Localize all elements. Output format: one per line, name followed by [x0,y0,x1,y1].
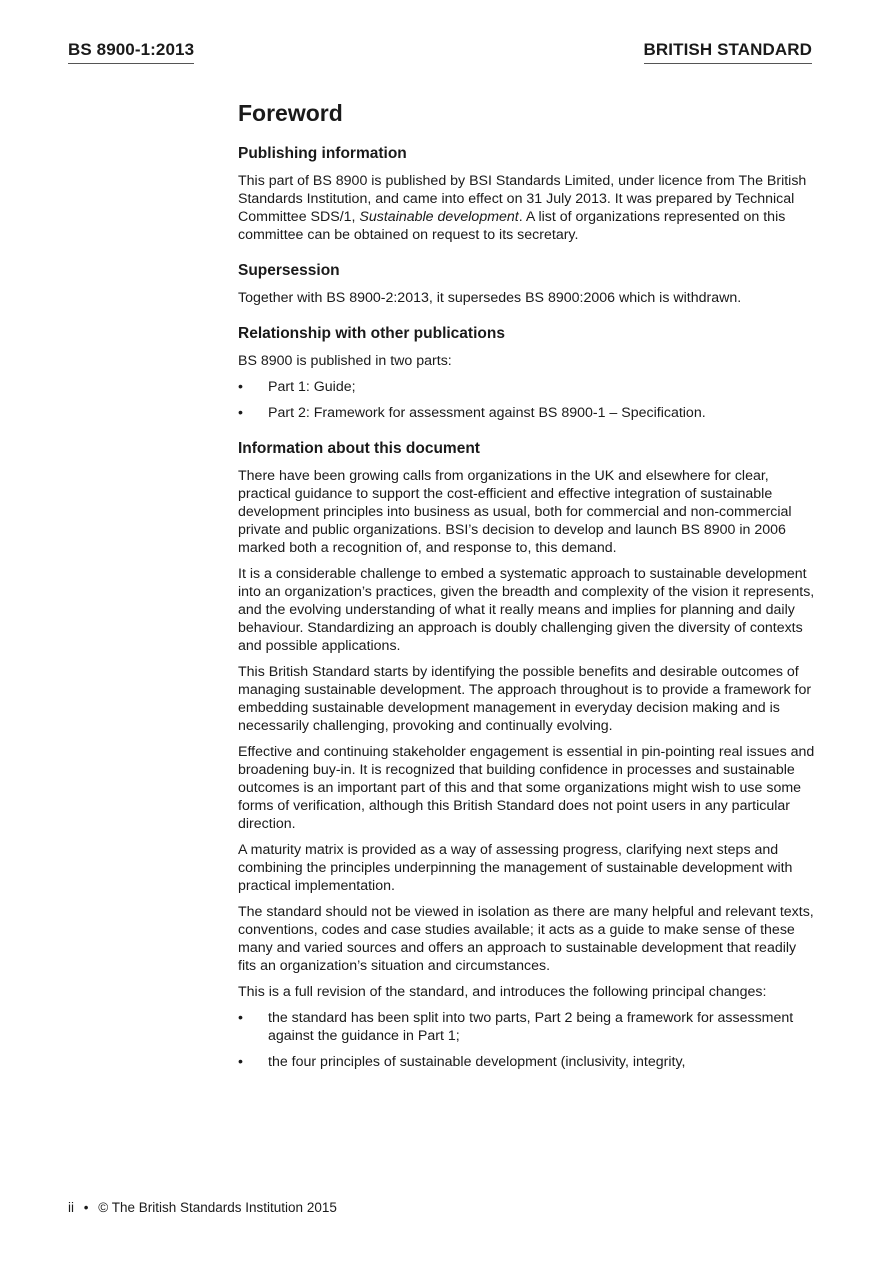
changes-list [238,1009,818,1071]
paragraph [238,172,818,244]
parts-list [238,378,818,422]
paragraph: A maturity matrix is provided as a way of assessing progress, clarifying next steps and combining the principles underpinning the management of sustainable development with practical implementation. [238,842,793,894]
bullet-icon: • [238,405,243,421]
section-heading: Supersession [238,262,340,279]
paragraph: BS 8900 is published in two parts: [238,353,452,369]
paragraph: It is a considerable challenge to embed a systematic approach to sustainable development into an organization’s practices, given the breadth and complexity of the vision it represents, and the evolving understanding of what it really means and implies for planning and daily behaviour. Standardizing an approach is doubly challenging given the diversity of contexts and possible applications. [238,566,815,654]
list-item [238,1053,818,1071]
paragraph: This is a full revision of the standard, and introduces the following principal changes: [238,984,767,1000]
section-heading: Relationship with other publications [238,325,505,342]
page-number: ii [68,1200,74,1215]
copyright-notice: © The British Standards Institution 2015 [98,1200,337,1215]
paragraph: Effective and continuing stakeholder engagement is essential in pin-pointing real issues and broadening buy-in. It is recognized that building confidence in processes and sustainable outcomes is an important part of this and that some organizations might wish to use some forms of verification, although this British Standard does not point users in any particular direction. [238,744,815,832]
paragraph: This British Standard starts by identifying the possible benefits and desirable outcomes of managing sustainable development. The approach throughout is to provide a framework for embedding sustainable development management in everyday decision making and is necessarily challenging, provoking and continually evolving. [238,664,812,734]
footer-separator-icon: • [83,1200,89,1215]
list-item-text: the four principles of sustainable development (inclusivity, integrity, [268,1054,686,1070]
bullet-icon: • [238,379,243,395]
section-publishing-information [238,144,818,244]
list-item [238,404,818,422]
list-item-text: Part 2: Framework for assessment against BS 8900-1 – Specification. [268,405,706,421]
paragraph: Together with BS 8900-2:2013, it supersedes BS 8900:2006 which is withdrawn. [238,290,742,306]
committee-name: Sustainable development [359,209,519,225]
bullet-icon: • [238,1054,243,1070]
paragraph: The standard should not be viewed in isolation as there are many helpful and relevant texts, conventions, codes and case studies available; it acts as a guide to make sense of these many and varied sources and offers an approach to sustainable development that readily fits an organization’s situation and circumstances. [238,904,814,974]
list-item [238,1009,818,1045]
page-title: Foreword [238,100,343,126]
paragraph-text: . A list of organizations represented on this committee can be obtained on request to its secretary. [238,209,786,243]
list-item-text: the standard has been split into two parts, Part 2 being a framework for assessment against the guidance in Part 1; [268,1010,794,1044]
paragraph-text: This part of BS 8900 is published by BSI Standards Limited, under licence from The British Standards Institution, and came into effect on 31 July 2013. It was prepared by Technical Committee SDS/1, [238,173,807,225]
document-body [238,98,818,1088]
list-item [238,378,818,396]
section-heading: Information about this document [238,440,480,457]
section-heading: Publishing information [238,145,407,162]
section-relationship [238,324,818,422]
running-header-british-standard: BRITISH STANDARD [644,40,812,64]
running-header-standard-number: BS 8900-1:2013 [68,40,194,64]
section-information [238,439,818,1071]
bullet-icon: • [238,1010,243,1026]
page-footer [68,1199,343,1217]
list-item-text: Part 1: Guide; [268,379,356,395]
paragraph: There have been growing calls from organizations in the UK and elsewhere for clear, practical guidance to support the cost-efficient and effective integration of sustainable development principles into business as usual, both for commercial and non-commercial private and public organizations. BSI’s decision to develop and launch BS 8900 in 2006 marked both a recognition of, and response to, this demand. [238,468,792,556]
section-supersession [238,261,818,307]
